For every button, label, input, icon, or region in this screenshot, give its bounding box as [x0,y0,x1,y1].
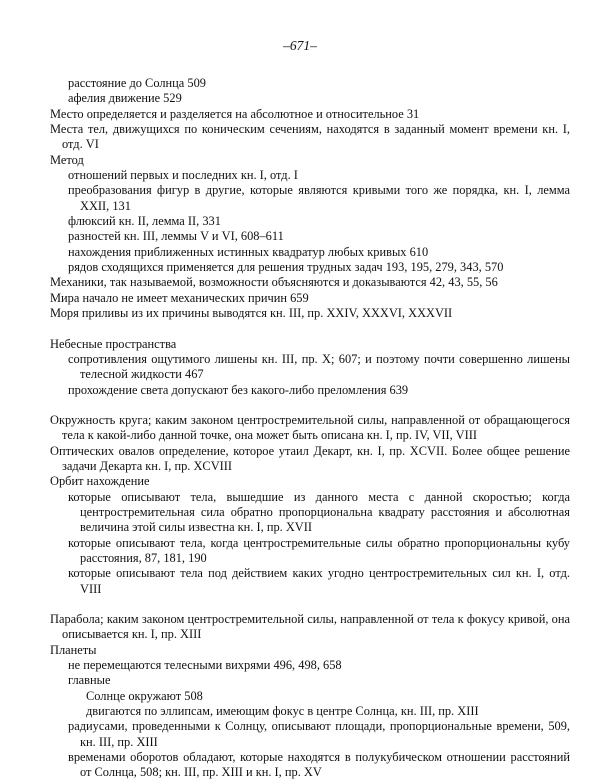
index-entry: временами оборотов обладают, которые находятся в полукубическом отношении расстояний от Солнца, 508; кн. III, пр. XIII и кн. I, пр. XV [68,750,570,780]
index-entry: сопротивления ощутимого лишены кн. III, пр. X; 607; и поэтому почти совершенно лишены телесной жидкости 467 [68,351,570,382]
index-entry: которые описывают тела, когда центростремительные силы обратно пропорциональны кубу расстояния, 87, 181, 190 [68,535,570,565]
index-entry: отношений первых и последних кн. I, отд. I [68,168,298,183]
index-entry: двигаются по эллипсам, имеющим фокус в центре Солнца, кн. III, пр. XIII [86,704,479,719]
index-entry: преобразования фигур в другие, которые являются кривыми того же порядка, кн. I, лемма XXII, 131 [68,183,570,213]
index-entry: Моря приливы из их причины выводятся кн. III, пр. XXIV, XXXVI, XXXVII [50,306,453,321]
index-entry: прохождение света допускают без какого-либо преломления 639 [68,382,409,397]
index-heading: Небесные пространства [50,336,177,351]
page-number: –671– [283,38,317,53]
index-entry: которые описывают тела, вышедшие из данного места с данной скоростью; когда центростремительная сила обратно пропорциональна квадрату расстояния и абсолютная величина этой силы известна кн. I, пр. XVII [68,489,570,535]
index-entry: Окружность круга; каким законом центростремительной силы, направленной от обращающегося тела к какой-либо данной точке, она может быть описана кн. I, пр. IV, VII, VIII [50,412,570,443]
index-entry: радиусами, проведенными к Солнцу, описывают площади, пропорциональные времени, 509, кн. III, пр. XIII [68,719,570,749]
index-entry: Солнце окружают 508 [86,688,203,703]
index-entry: Механики, так называемой, возможности объясняются и доказываются 42, 43, 55, 56 [50,275,498,290]
section-gap [50,322,570,337]
index-entry: разностей кн. III, леммы V и VI, 608–611 [68,229,284,244]
index-heading: Метод [50,152,84,167]
index-list [50,76,570,781]
index-entry: Мира начало не имеет механических причин 659 [50,290,309,305]
index-entry: рядов сходящихся применяется для решения трудных задач 193, 195, 279, 343, 570 [68,260,504,275]
index-entry: нахождения приближенных истинных квадратур любых кривых 610 [68,244,429,259]
index-entry: Оптических овалов определение, которое утаил Декарт, кн. I, пр. XCVII. Более общее решение задачи Декарта кн. I, пр. XCVIII [50,443,570,473]
section-gap [50,597,570,612]
index-entry: флюксий кн. II, лемма II, 331 [68,214,221,229]
index-heading: Планеты [50,642,97,657]
index-subheading: главные [68,673,111,688]
index-heading: Орбит нахождение [50,474,150,489]
index-entry: Парабола; каким законом центростремительной силы, направленной от тела к фокусу кривой, она описывается кн. I, пр. XIII [50,612,570,642]
index-entry: не перемещаются телесными вихрями 496, 498, 658 [68,658,342,673]
index-entry: расстояние до Солнца 509 [68,76,206,90]
index-entry: Место определяется и разделяется на абсолютное и относительное 31 [50,106,420,121]
section-gap [50,398,570,413]
index-entry: Места тел, движущихся по коническим сечениям, находятся в заданный момент времени кн. I, отд. VI [50,122,570,152]
index-entry: которые описывают тела под действием каких угодно центростремительных сил кн. I, отд. VIII [68,566,570,596]
index-entry: афелия движение 529 [68,91,182,106]
